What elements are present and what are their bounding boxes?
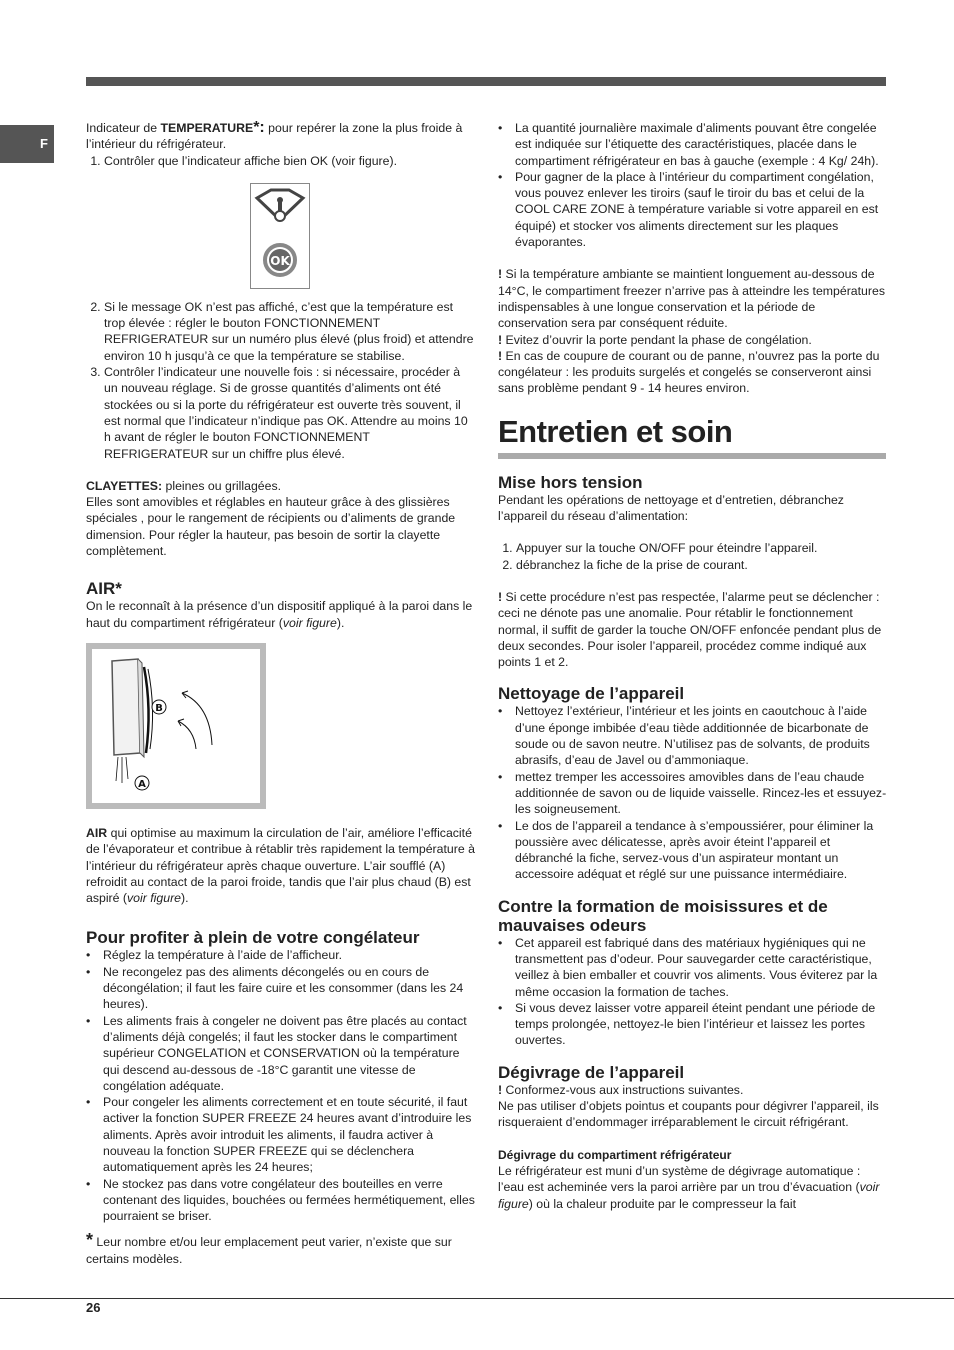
list-item: 2. Si le message OK n’est pas affiché, c’est que la température est trop élevée : régler le bouton FONCTIONNEMENT REFRIGERATEUR sur un numéro plus élevé (plus froid) et attendre environ 10 h jusqu’à ce que la température se stabilise. — [104, 299, 476, 364]
freezer-title: Pour profiter à plein de votre congélateur — [86, 928, 420, 948]
power-off-title: Mise hors tension — [498, 472, 643, 492]
list-item: • mettez tremper les accessoires amovibles dans de l’eau chaude additionnée de savon ou de liquide vaisselle. Rincez-les et essuyez-les soigneusement. — [515, 769, 888, 818]
list-item: • La quantité journalière maximale d’aliments pouvant être congelée est indiquée sur l’étiquette des caractéristiques, placée dans le compartiment réfrigérateur en bas à gauche (exemple : 4 Kg/ 24h). — [515, 120, 888, 169]
power-off-warning: ! Si cette procédure n’est pas respectée, l’alarme peut se déclencher : ceci ne dénote pas une anomalie. Pour rétablir le fonctionnement normal, il suffit de garder la touche ON/OFF enfoncée pendant plus de deux secondes. Pour isoler l’appareil, procédez comme indiqué aux points 1 et 2. — [498, 589, 882, 670]
list-item: • Ne stockez pas dans votre congélateur des bouteilles en verre contenant des liquides, bouchées ou fermées hermétiquement, elles pourraient se briser. — [103, 1176, 476, 1225]
figure-label-a: A — [138, 778, 146, 790]
clayettes-body: Elles sont amovibles et réglables en hauteur grâce à des glissières spéciales , pour le rangement de récipients ou d’aliments de grande dimension. Pour régler la hauteur, pas besoin de sortir la clayette complètement. — [86, 495, 456, 559]
list-item: • Ne recongelez pas des aliments décongelés ou en cours de décongélation; il faut les faire cuire et les consommer (dans les 24 heures). — [103, 964, 476, 1013]
freezer-list-continued — [498, 120, 888, 250]
defrost-subheading: Dégivrage du compartiment réfrigérateur — [498, 1147, 732, 1162]
list-item: 2. débranchez la fiche de la prise de courant. — [516, 557, 888, 573]
power-off-steps — [498, 540, 888, 573]
language-tab: F — [0, 125, 54, 163]
right-column — [498, 120, 888, 1212]
list-item: • Cet appareil est fabriqué dans des matériaux hygiéniques qui ne transmettent pas d’odeur. Pour sauvegarder cette caractéristique, veillez à bien emballer et couvrir vos aliments. Vous éviterez par la même occasion la formation de taches. — [515, 935, 888, 1000]
air-body: AIR qui optimise au maximum la circulation de l’air, améliore l’efficacité de l’évaporateur et contribue à rétablir très rapidement la température à l’intérieur du réfrigérateur après chaque ouverture. L’air soufflé (A) refroidit au contact de la paroi froide, tandis que l’air plus chaud (B) est aspiré (voir figure). — [86, 825, 475, 906]
list-item: • Si vous devez laisser votre appareil éteint pendant une période de temps prolongée, nettoyez-le bien l’intérieur et laissez les portes ouvertes. — [515, 1000, 888, 1049]
title-rule — [498, 453, 886, 459]
air-device-figure — [86, 643, 266, 809]
defrost-body: Ne pas utiliser d’objets pointus et coupants pour dégivrer l’appareil, ils risqueraient d’endommager irréparablement le circuit réfrigérant. — [498, 1099, 879, 1130]
cleaning-title: Nettoyage de l’appareil — [498, 684, 685, 704]
defrost-warning: ! Conformez-vous aux instructions suivantes. — [498, 1082, 744, 1097]
warning-temperature: ! Si la température ambiante se maintient longuement au-dessous de 14°C, le compartiment freezer n’arrive pas à atteindre les températures indispensables à une longue conservation et la période de conservation sera par conséquent réduite. — [498, 267, 885, 331]
cleaning-list — [498, 703, 888, 882]
temperature-indicator-figure — [250, 183, 310, 289]
page-number: 26 — [86, 1300, 101, 1315]
power-off-intro: Pendant les opérations de nettoyage et d’entretien, débranchez l’appareil du réseau d’alimentation: — [498, 492, 844, 524]
main-title: Entretien et soin — [498, 413, 733, 449]
list-item: 3. Contrôler l’indicateur une nouvelle fois : si nécessaire, procéder à un nouveau réglage. Si de grosse quantités d’aliments ont été stockées ou si la porte du réfrigérateur est ouverte très souvent, il est normal que l’indicateur n’indique pas OK. Attendre au moins 10 h avant de régler le bouton FONCTIONNEMENT REFRIGERATEUR sur un chiffre plus élevé. — [104, 364, 476, 462]
temperature-steps-b — [86, 299, 476, 462]
list-item: • Nettoyez l’extérieur, l’intérieur et les joints en caoutchouc à l’aide d’une éponge imbibée d’eau tiède additionnée de bicarbonate de soude ou de savon neutre. N’utilisez pas de solvants, de produits abrasifs, d’eau de Javel ou d’ammoniaque. — [515, 703, 888, 768]
list-item: • Les aliments frais à congeler ne doivent pas être placés au contact d’aliments déjà congelés; il faut les stocker dans le compartiment supérieur CONGELATION et CONSERVATION où la température qui descend au-dessous de -18°C garantit une vitesse de congélation adéquate. — [103, 1013, 476, 1094]
mold-title: Contre la formation de moisissures et de mauvaises odeurs — [498, 896, 828, 935]
clayettes-heading: CLAYETTES: pleines ou grillagées. — [86, 478, 282, 493]
list-item: • Pour congeler les aliments correctement et en toute sécurité, il faut activer la fonction SUPER FREEZE 24 heures avant d’introduire les aliments. Après avoir introduit les aliments, il faudra activer à nouveau la fonction SUPER FREEZE qui se déclenchera automatiquement après les 24 heures; — [103, 1094, 476, 1175]
warning-door: ! Evitez d’ouvrir la porte pendant la phase de congélation. — [498, 332, 812, 347]
list-item: • Le dos de l’appareil a tendance à s’empoussiérer, pour éliminer la poussière avec délicatesse, après avoir éteint l’appareil et débranché la fiche, servez-vous d’un aspirateur montant un accessoire adéquat et réglé sur une puissance intermédiaire. — [515, 818, 888, 883]
warning-power: ! En cas de coupure de courant ou de panne, n’ouvrez pas la porte du congélateur : les produits surgelés et congelés se conserveront ainsi sans problème pendant 9 - 14 heures environ. — [498, 348, 880, 396]
air-intro: On le reconnaît à la présence d’un dispositif appliqué à la paroi dans le haut du compartiment réfrigérateur (voir figure). — [86, 599, 473, 630]
footer-rule — [0, 1298, 954, 1299]
list-item: 1. Appuyer sur la touche ON/OFF pour éteindre l’appareil. — [516, 540, 888, 556]
list-item: 1. Contrôler que l’indicateur affiche bien OK (voir figure). — [104, 153, 476, 169]
air-flow-diagram — [92, 649, 260, 803]
mold-list — [498, 935, 888, 1049]
freezer-list — [86, 947, 476, 1224]
header-bar — [86, 77, 886, 86]
defrost-title: Dégivrage de l’appareil — [498, 1062, 685, 1082]
list-item: • Pour gagner de la place à l’intérieur du compartiment congélation, vous pouvez enlever les tiroirs (sauf le tiroir du bas et celui de la COOL CARE ZONE à température variable si votre appareil en est équipé) et stocker vos aliments directement sur les plaques évaporantes. — [515, 169, 888, 250]
temperature-steps-a — [86, 153, 476, 169]
air-title: AIR* — [86, 579, 122, 599]
ok-label: OK — [270, 253, 290, 268]
figure-label-b: B — [155, 702, 163, 714]
temperature-indicator-text: Indicateur de TEMPERATURE*: pour repérer la zone la plus froide à l’intérieur du réfrigérateur. — [86, 119, 463, 152]
defrost-sub-body: Le réfrigérateur est muni d’un système de dégivrage automatique : l’eau est acheminée vers la paroi arrière par un trou d’évacuation (voir figure) où la chaleur produite par le compresseur la fait — [498, 1163, 880, 1211]
thermometer-icon — [251, 184, 309, 288]
list-item: • Réglez la température à l’aide de l’afficheur. — [103, 947, 476, 963]
left-column — [86, 120, 476, 1268]
footnote: * Leur nombre et/ou leur emplacement peut varier, n’existe que sur certains modèles. — [86, 1230, 452, 1267]
